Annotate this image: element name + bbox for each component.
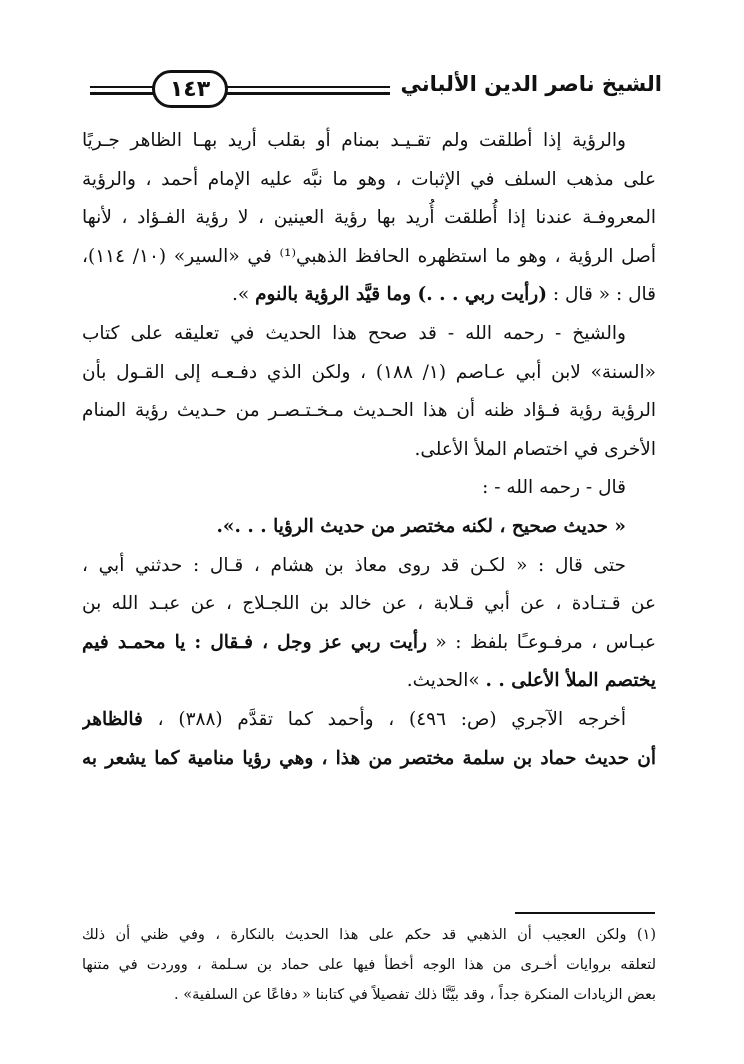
text-line: الرؤية رؤية فـؤاد ظنه أن هذا الحـديث مـخـتـصـر من حـديث رؤية المنام	[82, 400, 656, 422]
text-line	[82, 276, 656, 315]
paragraph-4	[82, 508, 656, 547]
text-line: قال - رحمه الله - :	[482, 477, 626, 499]
text-run: أخرجه الآجري (ص: ٤٩٦) ، وأحمد كما تقدَّم (٣٨٨) ،	[142, 708, 626, 730]
footnote-line: (١) ولكن العجيب أن الذهبي قد حكم على هذا الحديث بالنكارة ، وفي ظني أن ذلك	[82, 927, 656, 943]
text-line	[82, 701, 656, 740]
quote-bold: (رأيت ربي . . .) وما قيَّد الرؤية بالنوم	[255, 284, 547, 306]
footnote-rule	[515, 912, 655, 914]
text-line: « حديث صحيح ، لكنه مختصر من حديث الرؤيا . . .».	[216, 515, 626, 537]
page-number-badge	[152, 70, 228, 108]
text-line: والشيخ - رحمه الله - قد صحح هذا الحديث في تعليقه على كتاب	[82, 322, 626, 344]
page-header	[90, 70, 662, 116]
paragraph-2	[82, 315, 656, 469]
footnotes	[82, 920, 656, 1010]
text-line: والرؤية إذا أطلقت ولم تقـيـد بمنام أو بقلب أريد بهـا الظاهر جـريًا	[82, 130, 626, 151]
main-text	[82, 122, 656, 778]
text-line: الأخرى في اختصام الملأ الأعلى.	[414, 438, 656, 460]
hadith-bold: يختصم الملأ الأعلى . .	[485, 670, 656, 692]
text-run: عبـاس ، مرفـوعـًا بلفظ : «	[426, 631, 656, 653]
text-line: المعروفـة عندنا إذا أُطلقت أُريد بها رؤية العينين ، لا رؤية الفـؤاد ، لأنها	[82, 207, 656, 229]
paragraph-3	[82, 469, 656, 508]
text-line	[82, 662, 656, 701]
text-line: أصل الرؤية ، وهو ما استظهره الحافظ الذهبي⁽¹⁾ في «السير» (١٠/ ١١٤)،	[82, 245, 656, 267]
footnote-line: بعض الزيادات المنكرة جداً ، وقد بيَّنَّا ذلك تفصيلاً في كتابنا « دفاعًا عن السلفية» .	[173, 987, 656, 1003]
text-line: حتى قال : « لكـن قد روى معاذ بن هشام ، قـال : حدثني أبي ،	[82, 554, 626, 576]
text-line: «السنة» لابن أبي عـاصم (١/ ١٨٨) ، ولكن الذي دفـعـه إلى القـول بأن	[82, 361, 656, 383]
paragraph-6	[82, 701, 656, 778]
text-line: أن حديث حماد بن سلمة مختصر من هذا ، وهي رؤيا منامية كما يشعر به	[82, 747, 656, 769]
paragraph-1	[82, 122, 656, 315]
text-line: عن قـتـادة ، عن أبي قـلابة ، عن خالد بن اللجـلاج ، عن عبـد الله بن	[82, 593, 656, 615]
hadith-bold: رأيت ربي عز وجل ، فـقال : يا محمـد فيم	[82, 631, 427, 653]
paragraph-5	[82, 547, 656, 701]
text-line	[82, 624, 656, 663]
running-title: الشيخ ناصر الدين الألباني	[390, 72, 662, 96]
text-line: على مذهب السلف في الإثبات ، وهو ما نبَّه عليه الإمام أحمد ، والرؤية	[82, 168, 656, 190]
quote-close: ».	[232, 284, 256, 306]
page-number: ١٤٣	[169, 76, 211, 102]
quote-intro: قال : « قال :	[546, 284, 656, 306]
footnote-line: لتعلقه بروايات أخـرى من هذا الوجه أخطأ فيها على حماد بن سـلمة ، ووردت في متنها	[82, 957, 656, 973]
text-bold: فالظاهر	[82, 708, 143, 730]
text-run: »الحديث.	[406, 670, 486, 692]
